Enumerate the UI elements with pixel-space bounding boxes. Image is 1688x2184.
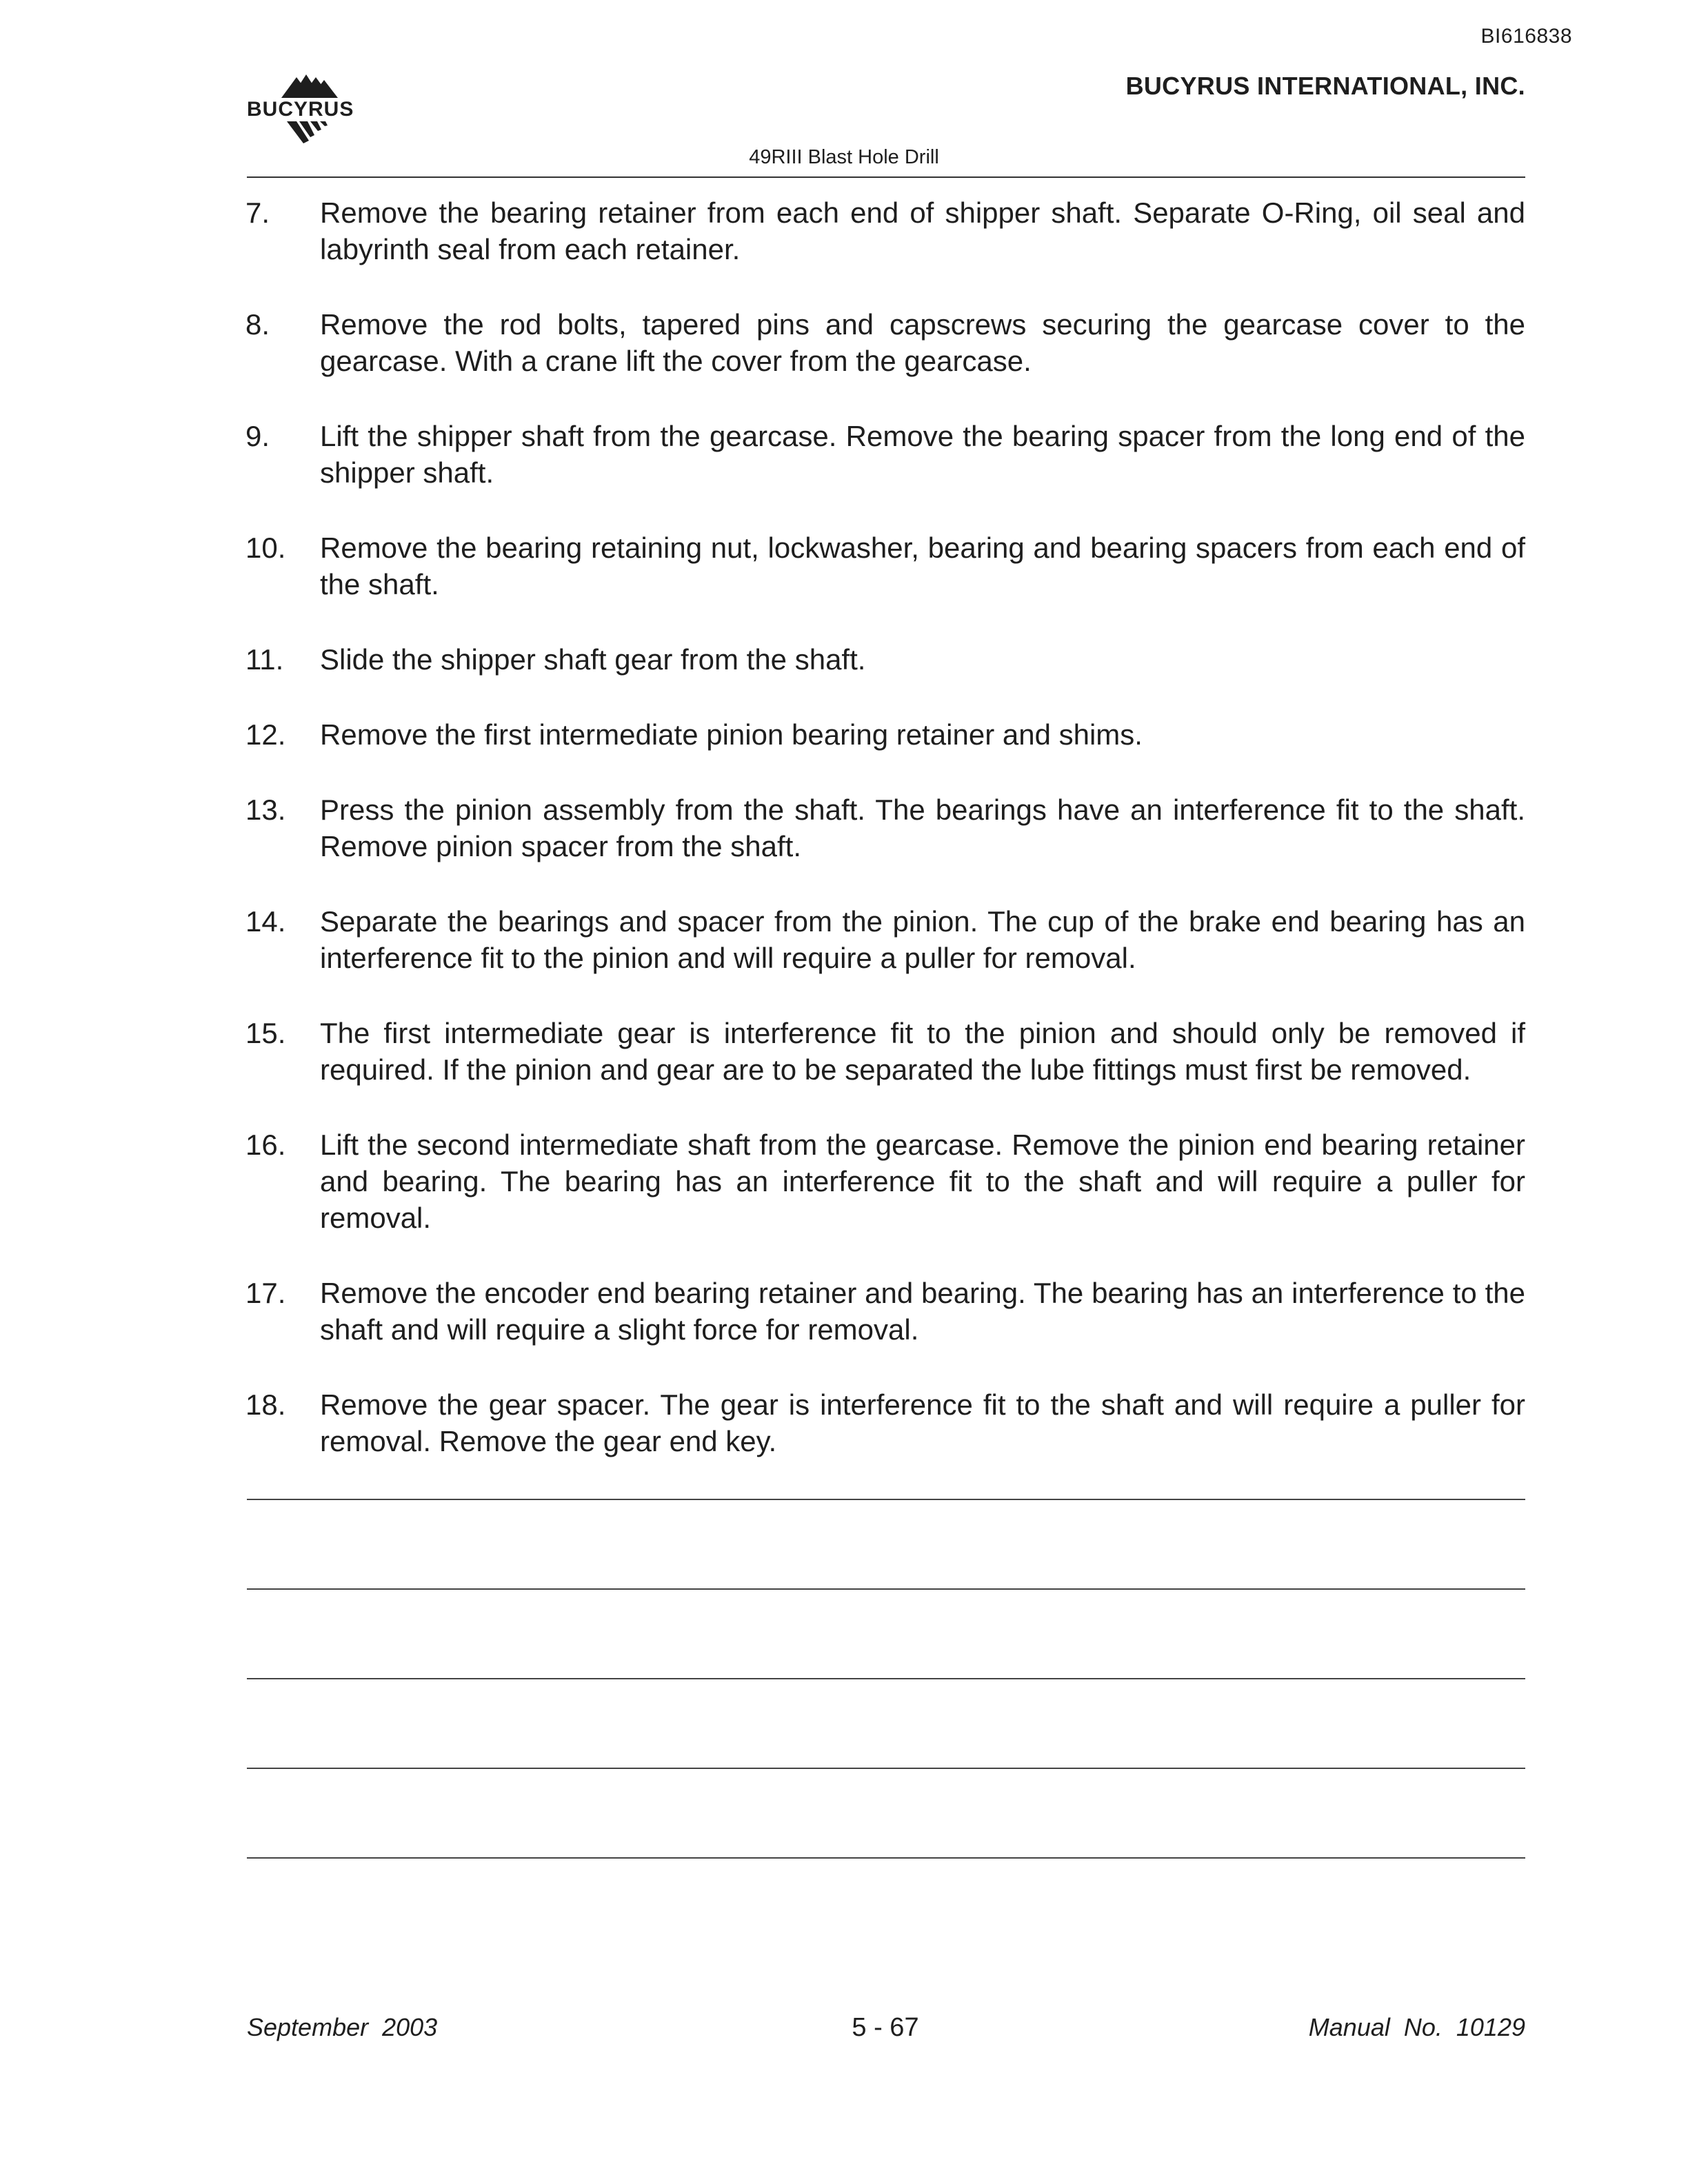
step-number: 14. [245, 905, 286, 938]
notes-line [247, 1499, 1525, 1500]
step-number: 9. [245, 420, 270, 452]
step-text: Press the pinion assembly from the shaft. The bearings have an interference fit to the shaft. Remove pinion spacer from the shaft. [320, 793, 1525, 862]
procedure-steps [245, 194, 1525, 1498]
list-item [245, 641, 1525, 678]
step-number: 10. [245, 532, 286, 564]
list-item [245, 716, 1525, 753]
list-item [245, 1275, 1525, 1348]
step-text: Remove the encoder end bearing retainer and bearing. The bearing has an interference to the shaft and will require a slight force for removal. [320, 1277, 1525, 1346]
document-subtitle: 49RIII Blast Hole Drill [749, 146, 939, 168]
list-item [245, 1386, 1525, 1459]
list-item [245, 306, 1525, 379]
step-number: 12. [245, 718, 286, 751]
step-text: Remove the gear spacer. The gear is interference fit to the shaft and will require a puller for removal. Remove the gear end key. [320, 1388, 1525, 1457]
step-number: 16. [245, 1129, 286, 1161]
list-item [245, 529, 1525, 603]
step-text: Lift the shipper shaft from the gearcase. Remove the bearing spacer from the long end of the shipper shaft. [320, 420, 1525, 489]
notes-line [247, 1768, 1525, 1769]
logo-wordmark: BUCYRUS [247, 98, 354, 121]
step-number: 8. [245, 308, 270, 341]
step-text: Separate the bearings and spacer from the pinion. The cup of the brake end bearing has an interference fit to the pinion and will require a puller for removal. [320, 905, 1525, 974]
step-text: Remove the bearing retainer from each end of shipper shaft. Separate O-Ring, oil seal and labyrinth seal from each retainer. [320, 196, 1525, 265]
list-item [245, 194, 1525, 267]
step-text: Slide the shipper shaft gear from the shaft. [320, 643, 866, 676]
company-name: BUCYRUS INTERNATIONAL, INC. [1125, 72, 1525, 100]
step-number: 17. [245, 1277, 286, 1309]
step-text: Remove the first intermediate pinion bearing retainer and shims. [320, 718, 1143, 751]
document-id: BI616838 [1480, 25, 1572, 48]
step-number: 15. [245, 1017, 286, 1049]
list-item [245, 791, 1525, 865]
list-item [245, 418, 1525, 491]
step-number: 7. [245, 196, 270, 229]
footer-page-number: 5 - 67 [852, 2013, 919, 2042]
list-item [245, 1015, 1525, 1088]
step-text: Lift the second intermediate shaft from the gearcase. Remove the pinion end bearing retainer and bearing. The bearing has an interference fit to the shaft and will require a puller for removal. [320, 1129, 1525, 1234]
step-text: Remove the rod bolts, tapered pins and capscrews securing the gearcase cover to the gearcase. With a crane lift the cover from the gearcase. [320, 308, 1525, 377]
step-number: 13. [245, 793, 286, 826]
footer-manual-number: Manual No. 10129 [1308, 2013, 1525, 2041]
bucyrus-logo [245, 72, 370, 149]
list-item [245, 1126, 1525, 1236]
notes-line [247, 1588, 1525, 1590]
step-number: 11. [245, 643, 284, 676]
header-rule [247, 176, 1525, 178]
notes-line [247, 1678, 1525, 1679]
step-number: 18. [245, 1388, 286, 1421]
notes-line [247, 1857, 1525, 1859]
step-text: The first intermediate gear is interference fit to the pinion and should only be removed if required. If the pinion and gear are to be separated the lube fittings must first be removed. [320, 1017, 1525, 1086]
footer-date: September 2003 [247, 2013, 438, 2041]
step-text: Remove the bearing retaining nut, lockwasher, bearing and bearing spacers from each end of the shaft. [320, 532, 1525, 600]
list-item [245, 903, 1525, 976]
